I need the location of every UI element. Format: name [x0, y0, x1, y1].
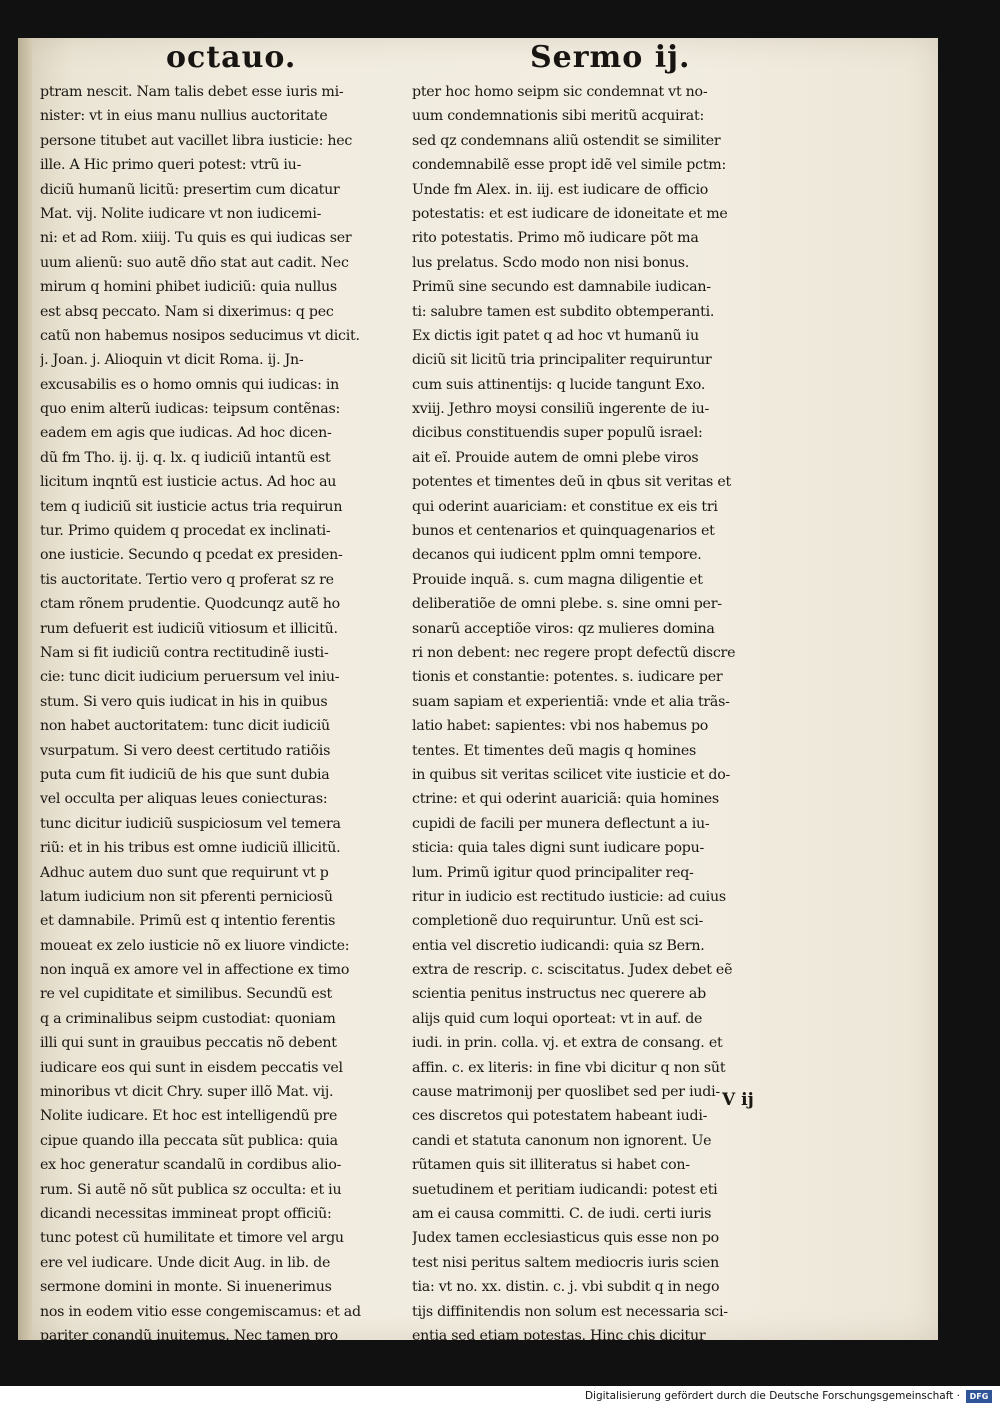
text-line: in quibus sit veritas scilicet vite iusticie et do- [412, 766, 731, 783]
text-line: lus prelatus. Scdo modo non nisi bonus. [412, 254, 690, 271]
text-line: Nam si fit iudiciũ contra rectitudinẽ iusti- [40, 644, 329, 661]
text-line: mirum q homini phibet iudiciũ: quia nullus [40, 279, 337, 296]
text-line: affin. c. ex literis: in fine vbi dicitur q non sũt [412, 1059, 726, 1076]
text-line: extra de rescrip. c. sciscitatus. Judex debet eẽ [412, 962, 733, 979]
text-line: tunc dicitur iudiciũ suspiciosum vel temera [40, 815, 341, 832]
text-line: ere vel iudicare. Unde dicit Aug. in lib. de [40, 1254, 331, 1271]
text-line: ctrine: et qui oderint auariciã: quia homines [412, 791, 719, 808]
text-line: non inquã ex amore vel in affectione ex timo [40, 962, 350, 979]
text-line: ces discretos qui potestatem habeant iudi- [412, 1108, 708, 1125]
text-line: ri non debent: nec regere propt defectũ discre [412, 644, 736, 661]
text-line: ptram nescit. Nam talis debet esse iuris mi- [40, 84, 344, 100]
text-line: latum iudicium non sit pferenti perniciosũ [40, 888, 333, 905]
text-line: decanos qui iudicent pplm omni tempore. [412, 547, 702, 564]
text-line: rito potestatis. Primo mõ iudicare põt ma [412, 230, 699, 247]
text-line: ni: et ad Rom. xiiij. Tu quis es qui iudicas ser [40, 230, 352, 247]
text-line: q a criminalibus seipm custodiat: quoniam [40, 1010, 336, 1027]
text-line: dũ fm Tho. ij. ij. q. lx. q iudiciũ intantũ est [40, 449, 331, 466]
text-line: suam sapiam et experientiã: vnde et alia trãs- [412, 693, 730, 710]
text-line: est absq peccato. Nam si dixerimus: q pec [40, 303, 334, 320]
text-line: ait eĩ. Prouide autem de omni plebe viros [412, 449, 699, 466]
text-line: non habet auctoritatem: tunc dicit iudiciũ [40, 718, 330, 735]
text-line: cie: tunc dicit iudicium peruersum vel iniu- [40, 669, 340, 686]
text-line: one iusticie. Secundo q pcedat ex presiden- [40, 547, 343, 564]
text-line: catũ non habemus nosipos seducimus vt dicit. [40, 327, 360, 344]
text-line: alijs quid cum loqui oporteat: vt in auf. de [412, 1010, 703, 1027]
text-line: condemnabilẽ esse propt idẽ vel simile pctm: [412, 157, 726, 174]
text-line: lum. Primũ igitur quod principaliter req- [412, 864, 694, 881]
text-line: iudicare eos qui sunt in eisdem peccatis vel [40, 1059, 343, 1076]
text-line: am ei causa committi. C. de iudi. certi iuris [412, 1205, 712, 1222]
text-line: licitum inqntũ est iusticie actus. Ad hoc au [40, 474, 337, 491]
text-line: riũ: et in his tribus est omne iudiciũ illicitũ. [40, 840, 341, 857]
text-line: eadem em agis que iudicas. Ad hoc dicen- [40, 425, 332, 442]
text-line: uum alienũ: suo autẽ dño stat aut cadit. Nec [40, 254, 349, 271]
text-line: diciũ humanũ licitũ: presertim cum dicatur [40, 181, 340, 198]
text-line: tia: vt no. xx. distin. c. j. vbi subdit q in nego [412, 1279, 720, 1296]
running-head-left: octauo. [166, 40, 297, 75]
text-line: dicibus constituendis super populũ israel: [412, 425, 703, 442]
text-line: et damnabile. Primũ est q intentio ferentis [40, 913, 336, 930]
text-line: potentes et timentes deũ in qbus sit veritas et [412, 474, 731, 491]
signature-mark: V ij [722, 1090, 754, 1110]
text-line: cupidi de facili per munera deflectunt a iu- [412, 815, 710, 832]
text-line: minoribus vt dicit Chry. super illõ Mat. vij. [40, 1084, 334, 1101]
text-line: nos in eodem vitio esse congemiscamus: et ad [40, 1303, 361, 1320]
text-line: tionis et constantie: potentes. s. iudicare per [412, 669, 723, 686]
text-line: completionẽ duo requiruntur. Unũ est sci- [412, 913, 704, 930]
text-line: Ex dictis igit patet q ad hoc vt humanũ iu [412, 327, 699, 344]
text-line: suetudinem et peritiam iudicandi: potest eti [412, 1181, 718, 1198]
text-line: persone titubet aut vacillet libra iusticie: hec [40, 132, 353, 149]
text-line: tentes. Et timentes deũ magis q homines [412, 742, 697, 759]
text-line: qui oderint auariciam: et constitue ex eis tri [412, 498, 718, 515]
text-line: j. Joan. j. Alioquin vt dicit Roma. ij. Jn- [40, 352, 304, 369]
text-line: ille. A Hic primo queri potest: vtrũ iu- [40, 157, 302, 174]
text-line: scientia penitus instructus nec querere ab [412, 986, 706, 1003]
text-line: tunc potest cũ humilitate et timore vel argu [40, 1230, 344, 1247]
text-line: latio habet: sapientes: vbi nos habemus po [412, 718, 709, 735]
text-line: ti: salubre tamen est subdito obtemperanti. [412, 303, 715, 320]
running-head-right: Sermo ij. [530, 40, 691, 75]
text-line: tem q iudiciũ sit iusticie actus tria requirun [40, 498, 343, 515]
text-line: puta cum fit iudiciũ de his que sunt dubia [40, 766, 330, 783]
text-line: xviij. Jethro moysi consiliũ ingerente de iu- [412, 401, 710, 418]
text-line: vsurpatum. Si vero deest certitudo ratiõis [40, 742, 331, 759]
text-line: tis auctoritate. Tertio vero q proferat sz re [40, 571, 334, 588]
text-line: rũtamen quis sit illiteratus si habet con- [412, 1157, 690, 1174]
text-line: bunos et centenarios et quinquagenarios et [412, 523, 715, 540]
text-line: quo enim alterũ iudicas: teipsum contẽnas: [40, 401, 341, 418]
text-line: entia vel discretio iudicandi: quia sz Bern. [412, 937, 705, 954]
text-line: stum. Si vero quis iudicat in his in quibus [40, 693, 328, 710]
text-line: candi et statuta canonum non ignorent. Ue [412, 1132, 712, 1149]
text-line: pter hoc homo seipm sic condemnat vt no- [412, 84, 708, 100]
text-line: cipue quando illa peccata sũt publica: quia [40, 1132, 338, 1149]
text-line: rum defuerit est iudiciũ vitiosum et illicitũ. [40, 620, 338, 637]
page-gutter-edge [18, 38, 32, 1340]
text-line: diciũ sit licitũ tria principaliter requiruntur [412, 352, 712, 369]
text-line: Primũ sine secundo est damnabile iudican- [412, 279, 711, 296]
text-line: sonarũ acceptiõe viros: qz mulieres domina [412, 620, 715, 637]
text-line: Prouide inquã. s. cum magna diligentie et [412, 571, 703, 588]
text-line: Judex tamen ecclesiasticus quis esse non po [412, 1230, 719, 1247]
text-line: cause matrimonij per quoslibet sed per iudi- [412, 1084, 720, 1101]
text-line: sed qz condemnans aliũ ostendit se similiter [412, 132, 721, 149]
text-line: Nolite iudicare. Et hoc est intelligendũ pre [40, 1108, 338, 1125]
text-line: Unde fm Alex. in. iij. est iudicare de officio [412, 181, 709, 198]
text-line: dicandi necessitas immineat propt officiũ: [40, 1205, 332, 1222]
text-line: nister: vt in eius manu nullius auctoritate [40, 108, 328, 125]
text-line: Mat. vij. Nolite iudicare vt non iudicemi- [40, 205, 322, 222]
text-column-right [412, 80, 758, 1348]
text-line: illi qui sunt in grauibus peccatis nõ debent [40, 1035, 337, 1052]
text-line: tijs diffinitendis non solum est necessaria sci- [412, 1303, 728, 1320]
text-line: tur. Primo quidem q procedat ex inclinati- [40, 523, 331, 540]
text-line: cum suis attinentijs: q lucide tangunt Exo. [412, 376, 706, 393]
text-line: ex hoc generatur scandalũ in cordibus alio- [40, 1157, 342, 1174]
text-line: vel occulta per aliquas leues coniecturas: [40, 791, 328, 808]
text-line: pariter conandũ inuitemus. Nec tamen pro [40, 1327, 338, 1344]
text-line: deliberatiõe de omni plebe. s. sine omni per- [412, 596, 722, 613]
text-line: potestatis: et est iudicare de idoneitate et me [412, 205, 728, 222]
text-line: excusabilis es o homo omnis qui iudicas: in [40, 376, 340, 393]
funding-credit: Digitalisierung gefördert durch die Deutsche Forschungsgemeinschaft · [584, 1390, 960, 1402]
text-column-left [40, 80, 386, 1348]
text-line: moueat ex zelo iusticie nõ ex liuore vindicte: [40, 937, 350, 954]
dfg-logo: DFG [966, 1390, 992, 1403]
footer-bar [0, 1386, 1000, 1407]
text-line: Adhuc autem duo sunt que requirunt vt p [40, 864, 329, 881]
text-line: iudi. in prin. colla. vj. et extra de consang. et [412, 1035, 723, 1052]
text-line: ctam rõnem prudentie. Quodcunqz autẽ ho [40, 596, 340, 613]
text-line: sticia: quia tales digni sunt iudicare popu- [412, 840, 705, 857]
text-line: test nisi peritus saltem mediocris iuris scien [412, 1254, 720, 1271]
text-line: uum condemnationis sibi meritũ acquirat: [412, 108, 704, 125]
text-line: ritur in iudicio est rectitudo iusticie: ad cuius [412, 888, 726, 905]
text-line: re vel cupiditate et similibus. Secundũ est [40, 986, 332, 1003]
text-line: rum. Si autẽ nõ sũt publica sz occulta: et iu [40, 1181, 342, 1198]
text-line: sermone domini in monte. Si inuenerimus [40, 1279, 332, 1296]
text-line: entia sed etiam potestas. Hinc chis dicitur [412, 1327, 706, 1344]
